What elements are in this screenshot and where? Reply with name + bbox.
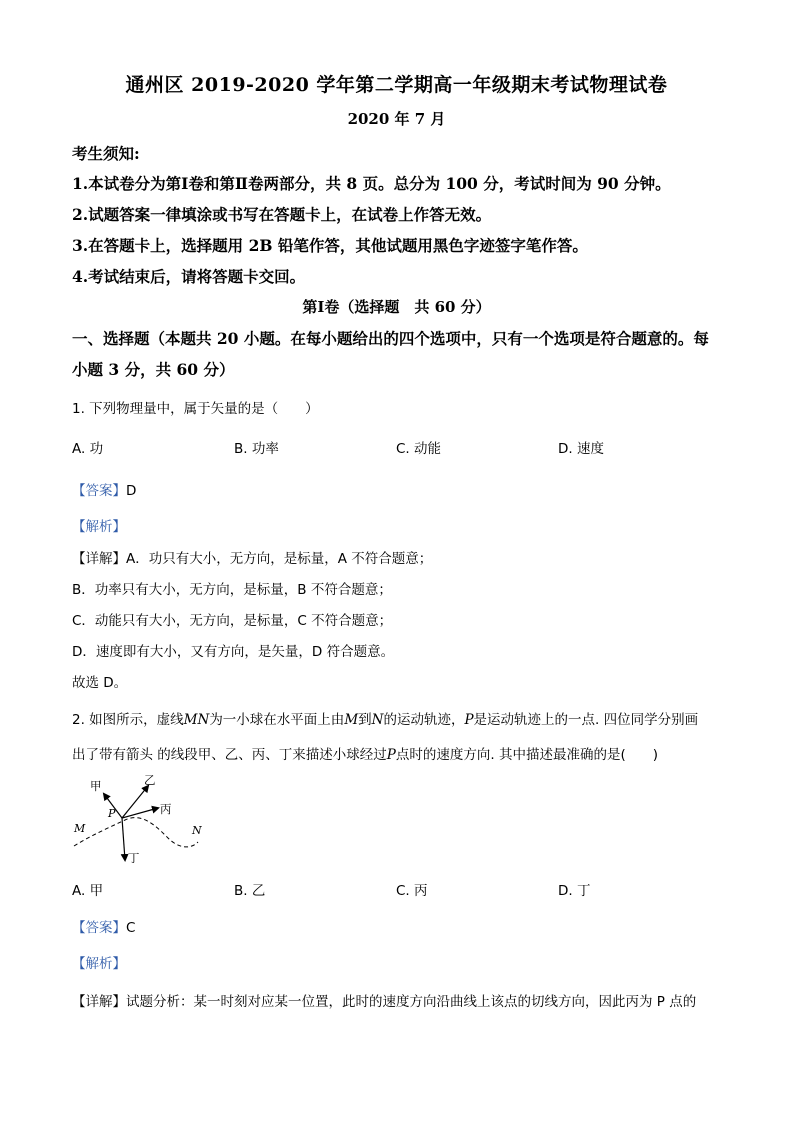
q2-answer-value: C [126,920,136,936]
q1-detail-text-1: A．功只有大小，无方向，是标量，A 不符合题意； [126,551,433,567]
q2-stem-m: M [344,712,359,728]
q1-answer-tag: 【答案】 [72,483,126,499]
label-n: N [192,824,202,837]
q1-detail-line-4: D．速度即有大小，又有方向，是矢量，D 符合题意。 [72,644,395,660]
notice-item-3: 3.在答题卡上，选择题用 2B 铅笔作答，其他试题用黑色字迹签字笔作答。 [72,236,588,255]
q2-option-d: D. 丁 [558,883,591,899]
label-jia: 甲 [90,779,102,793]
label-p: P [108,807,116,820]
label-bing: 丙 [160,802,172,816]
q2-answer-line [72,916,135,936]
notice-item-2: 2.试题答案一律填涂或书写在答题卡上，在试卷上作答无效。 [72,205,492,224]
q2-stem-line2-part-2: 点时的速度方向. 其中描述最准确的是( ) [395,747,659,763]
notice-heading: 考生须知: [72,144,140,163]
q2-stem-line-1 [72,708,698,728]
q2-stem-line2-p: P [386,747,396,763]
q2-option-c: C. 丙 [396,883,428,899]
q2-option-a: A. 甲 [72,883,104,899]
q2-detail-line-1 [72,990,696,1010]
notice-item-4: 4.考试结束后，请将答题卡交回。 [72,267,306,286]
notice-item-1: 1.本试卷分为第Ⅰ卷和第Ⅱ卷两部分，共 8 页。总分为 100 分，考试时间为 90 分钟。 [72,174,671,193]
q2-stem-part-1: 2. 如图所示，虚线 [72,712,184,728]
q2-figure [70,770,220,870]
q2-stem-part-4: 的运动轨迹， [383,712,465,728]
q1-option-a: A. 功 [72,441,104,457]
q1-stem: 1. 下列物理量中，属于矢量的是（ ） [72,401,319,417]
q1-analysis-tag: 【解析】 [72,519,126,535]
trajectory-curve [74,818,198,847]
q1-detail-line-2: B．功率只有大小，无方向，是标量，B 不符合题意； [72,582,392,598]
label-m: M [74,822,86,835]
q1-detail-line-1 [72,547,432,567]
q1-option-b: B. 功率 [234,441,279,457]
q2-detail-tag: 【详解】 [72,994,126,1010]
q1-answer-line [72,479,136,499]
q2-stem-mn: MN [183,712,210,728]
section-instruction-1: 一、选择题（本题共 20 小题。在每小题给出的四个选项中，只有一个选项是符合题意的。每 [72,329,709,348]
q2-analysis-tag: 【解析】 [72,956,126,972]
q1-detail-line-3: C．动能只有大小，无方向，是标量，C 不符合题意； [72,613,393,629]
section-instruction-2: 小题 3 分，共 60 分） [72,360,235,379]
exam-date: 2020 年 7 月 [347,110,446,128]
section-title: 第Ⅰ卷（选择题 共 60 分） [302,298,491,316]
q2-stem-line2-part-1: 出了带有箭头 的线段甲、乙、丙、丁来描述小球经过 [72,747,387,763]
label-ding: 丁 [128,851,140,865]
q1-option-c: C. 动能 [396,441,442,457]
arrow-yi [122,786,148,818]
exam-title: 通州区 2019-2020 学年第二学期高一年级期末考试物理试卷 [125,74,668,96]
arrow-ding [122,818,125,860]
q2-stem-part-2: 为一小球在水平面上由 [209,712,345,728]
q2-stem-part-5: 是运动轨迹上的一点. 四位同学分别画 [473,712,699,728]
q2-stem-part-3: 到 [358,712,372,728]
q1-detail-tag: 【详解】 [72,551,126,567]
q1-answer-value: D [126,483,137,499]
q1-option-d: D. 速度 [558,441,604,457]
q2-stem-line-2 [72,743,658,763]
arrow-bing [122,808,158,818]
q2-option-b: B. 乙 [234,883,266,899]
q2-stem-p: P [464,712,474,728]
label-yi: 乙 [144,773,156,787]
q1-detail-line-5: 故选 D。 [72,675,128,691]
q2-answer-tag: 【答案】 [72,920,126,936]
q2-stem-n: N [371,712,384,728]
q2-detail-text: 试题分析：某一时刻对应某一位置，此时的速度方向沿曲线上该点的切线方向，因此丙为 P 点的 [126,994,697,1010]
